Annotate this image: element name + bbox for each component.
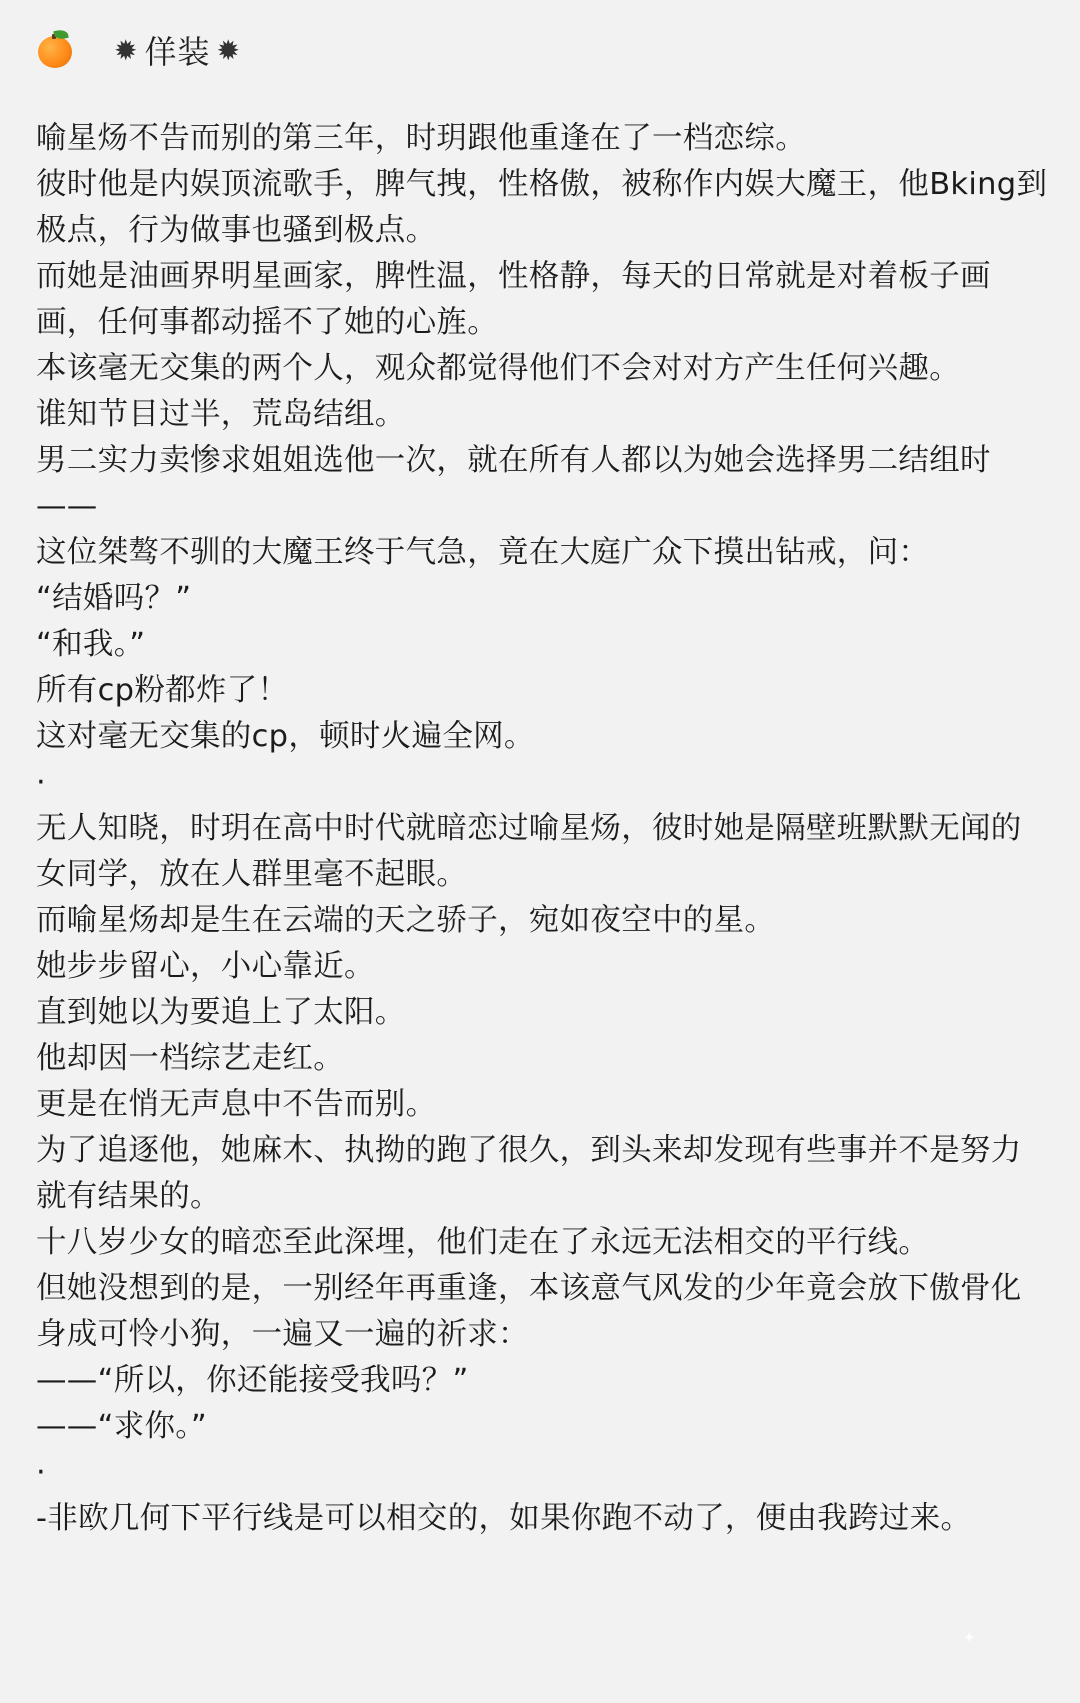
sparkle-icon: ✦ [962, 1628, 976, 1647]
note-title [114, 27, 241, 73]
orange-emoji-icon [36, 30, 76, 70]
paragraph: 她步步留心，小心靠近。 [36, 949, 375, 984]
paragraph: 所有cp粉都炸了！ [36, 673, 289, 708]
paragraph: 这位桀骜不驯的大魔王终于气急，竟在大庭广众下摸出钻戒，问： [36, 535, 930, 570]
paragraph: “和我。” [36, 627, 146, 662]
note-body [36, 116, 1048, 1542]
paragraph: ——“求你。” [36, 1409, 207, 1444]
paragraph: 谁知节目过半，荒岛结组。 [36, 397, 406, 432]
paragraph: 直到她以为要追上了太阳。 [36, 995, 406, 1030]
title-text: 佯装 [144, 33, 211, 71]
paragraph: 本该毫无交集的两个人，观众都觉得他们不会对对方产生任何兴趣。 [36, 351, 960, 386]
section-divider: · [36, 1455, 46, 1490]
paragraph: 喻星炀不告而别的第三年，时玥跟他重逢在了一档恋综。 [36, 121, 806, 156]
paragraph: 他却因一档综艺走红。 [36, 1041, 344, 1076]
sparkle-deco-right-icon: ✹ [216, 33, 241, 67]
paragraph: 但她没想到的是，一别经年再重逢，本该意气风发的少年竟会放下傲骨化身成可怜小狗，一遍又一遍的祈求： [36, 1271, 1022, 1352]
paragraph: 彼时他是内娱顶流歌手，脾气拽，性格傲，被称作内娱大魔王，他Bking到极点，行为做事也骚到极点。 [36, 167, 1048, 248]
paragraph: 男二实力卖惨求姐姐选他一次，就在所有人都以为她会选择男二结组时—— [36, 443, 991, 524]
paragraph: 十八岁少女的暗恋至此深埋，他们走在了永远无法相交的平行线。 [36, 1225, 930, 1260]
paragraph: 这对毫无交集的cp，顿时火遍全网。 [36, 719, 535, 754]
note-header [36, 22, 241, 78]
paragraph: 为了追逐他，她麻木、执拗的跑了很久，到头来却发现有些事并不是努力就有结果的。 [36, 1133, 1022, 1214]
paragraph: 而她是油画界明星画家，脾性温，性格静，每天的日常就是对着板子画画，任何事都动摇不了她的心旌。 [36, 259, 991, 340]
sparkle-deco-left-icon: ✹ [114, 33, 139, 67]
paragraph: ——“所以，你还能接受我吗？” [36, 1363, 469, 1398]
paragraph: 无人知晓，时玥在高中时代就暗恋过喻星炀，彼时她是隔壁班默默无闻的女同学，放在人群里毫不起眼。 [36, 811, 1022, 892]
section-divider: · [36, 765, 46, 800]
paragraph: 更是在悄无声息中不告而别。 [36, 1087, 437, 1122]
paragraph: 而喻星炀却是生在云端的天之骄子，宛如夜空中的星。 [36, 903, 776, 938]
paragraph: -非欧几何下平行线是可以相交的，如果你跑不动了，便由我跨过来。 [36, 1501, 972, 1536]
paragraph: “结婚吗？” [36, 581, 192, 616]
